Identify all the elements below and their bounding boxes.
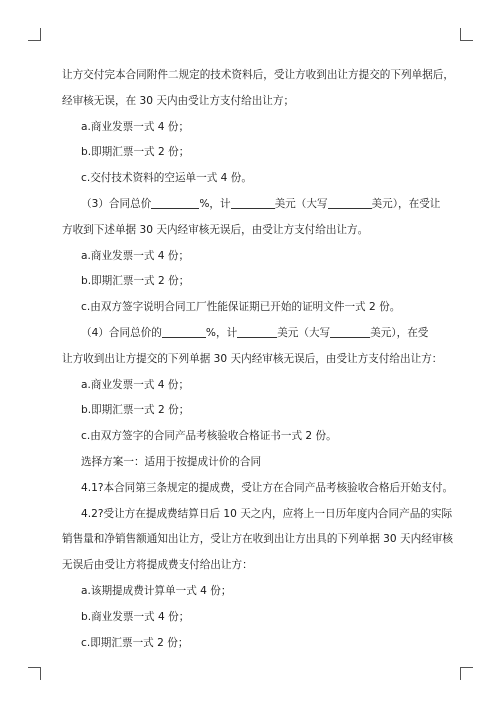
fill-blank [330, 326, 370, 338]
text-line: 无误后由受让方将提成费支付给出让方： [62, 559, 253, 572]
clause-text: 美元），在受 [370, 326, 429, 339]
clause-text: （3）合同总价 [81, 197, 152, 210]
list-item: a.商业发票一式 4 份； [81, 249, 190, 262]
crop-mark-bottom-left [28, 667, 41, 680]
list-item: c.由双方签字的合同产品考核验收合格证书一式 2 份。 [81, 430, 337, 443]
fill-blank [237, 326, 277, 338]
text-line: 让方收到出让方提交的下列单据 30 天内经审核无误后，由受让方支付给出让方： [62, 352, 443, 365]
clause-4 [62, 321, 440, 347]
text-line: 销售量和净销售额通知出让方，受让方在收到出让方出具的下列单据 30 天内经审核 [62, 533, 453, 546]
clause-text: 美元（大写 [274, 197, 328, 210]
clause-text: 美元），在受让 [371, 197, 441, 210]
clause-3 [62, 192, 440, 218]
fill-blank [328, 197, 372, 209]
text-line: 让方交付完本合同附件二规定的技术资料后，受让方收到出让方提交的下列单据后， [62, 69, 454, 81]
fill-blank [231, 197, 275, 209]
fill-blank [151, 197, 199, 209]
list-item: b.即期汇票一式 2 份； [81, 275, 190, 288]
crop-mark-bottom-right [460, 667, 473, 680]
list-item: b.商业发票一式 4 份； [81, 610, 190, 623]
text-line: 方收到下述单据 30 天内经审核无误后，由受让方支付给出让方。 [62, 223, 369, 236]
clause-text: %，计 [199, 197, 231, 210]
clause-text: （4）合同总价的 [81, 326, 162, 339]
list-item: c.即期汇票一式 2 份； [81, 636, 189, 649]
list-item: c.交付技术资料的空运单一式 4 份。 [81, 172, 252, 185]
list-item: a.商业发票一式 4 份； [81, 378, 190, 391]
clause-text: %，计 [205, 326, 238, 339]
list-item: b.即期汇票一式 2 份； [81, 146, 190, 159]
crop-mark-top-left [28, 28, 41, 41]
list-item: a.商业发票一式 4 份； [81, 120, 190, 133]
crop-mark-top-right [460, 28, 473, 41]
section-heading: 选择方案一：适用于按提成计价的合同 [81, 455, 262, 468]
text-line: 4.2?受让方在提成费结算日后 10 天之内，应将上一日历年度内合同产品的实际 [81, 507, 453, 520]
text-line: 4.1?本合同第三条规定的提成费，受让方在合同产品考核验收合格后开始支付。 [81, 481, 454, 494]
list-item: a.该期提成费计算单一式 4 份； [81, 584, 232, 597]
clause-text: 美元（大写 [277, 326, 331, 339]
text-line: 经审核无误，在 30 天内由受让方支付给出让方； [62, 94, 295, 107]
list-item: b.即期汇票一式 2 份； [81, 404, 190, 417]
document-body [62, 63, 454, 656]
fill-blank [162, 326, 206, 338]
list-item: c.由双方签字说明合同工厂性能保证期已开始的证明文件一式 2 份。 [81, 301, 401, 314]
